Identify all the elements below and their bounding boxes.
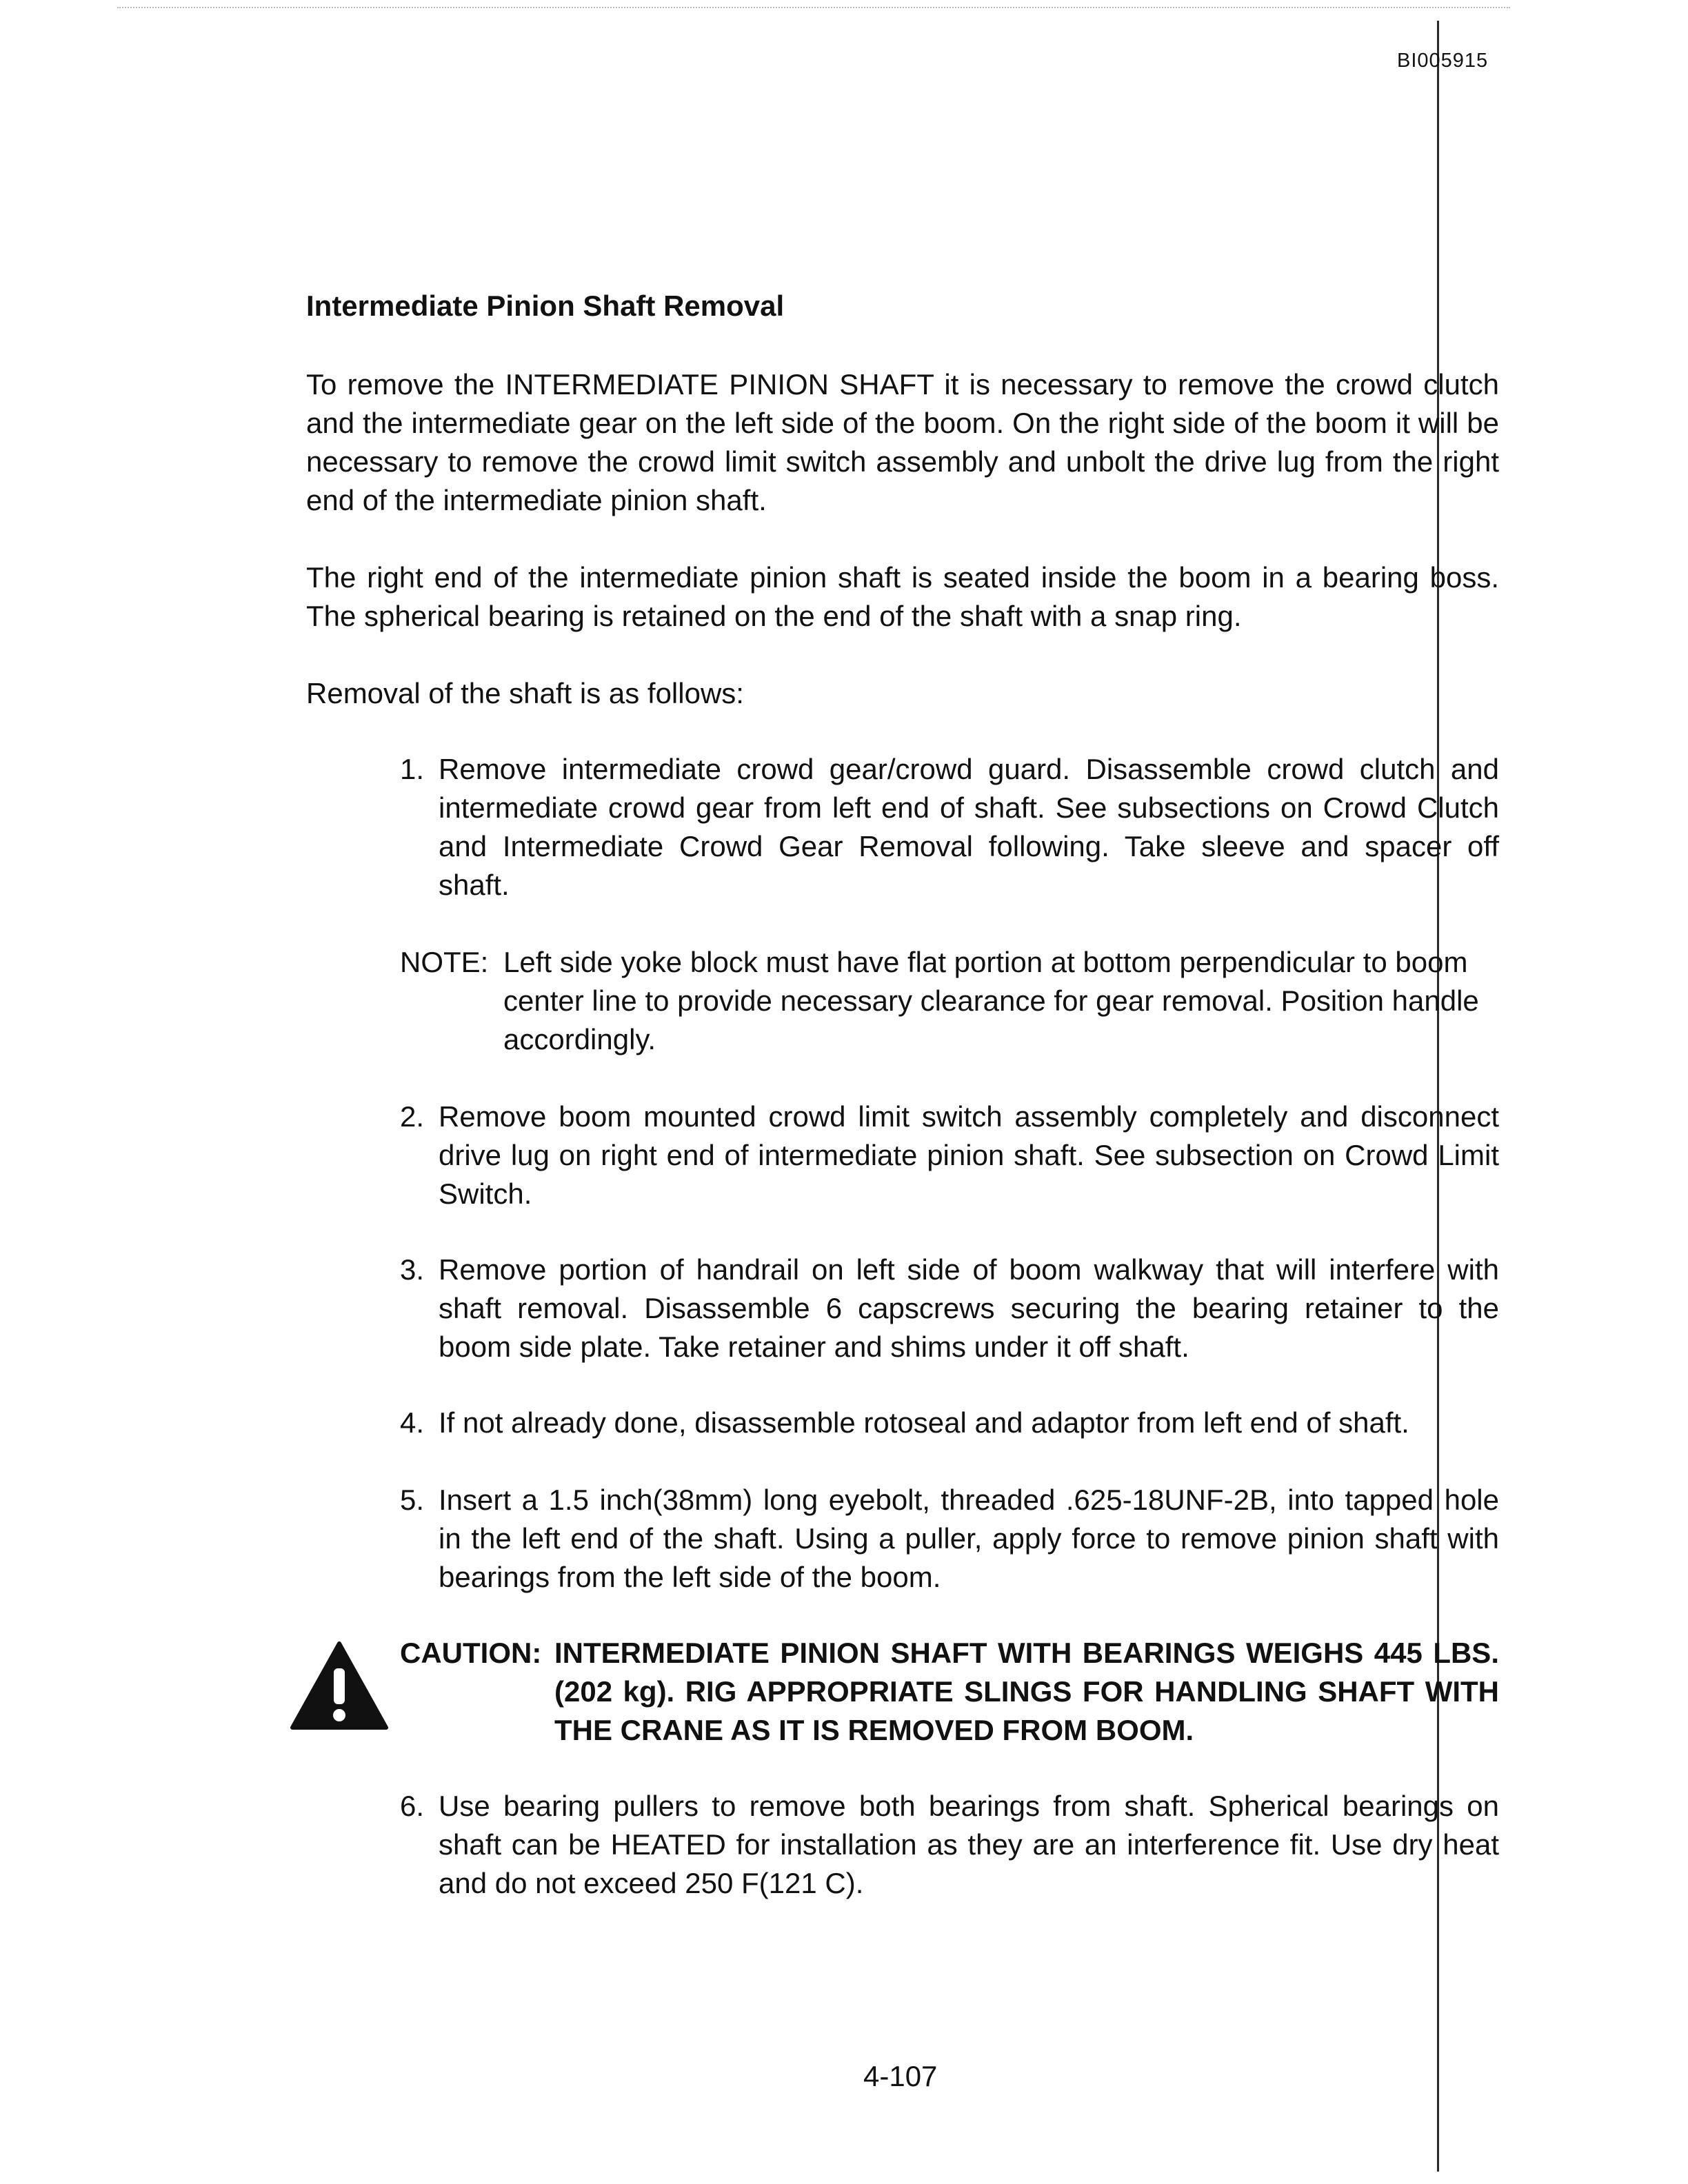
intro-paragraph: To remove the INTERMEDIATE PINION SHAFT it is necessary to remove the crowd clutch and the intermediate gear on the left side of the boom. On the right side of the boom it will be necessary to remove the crowd limit switch assembly and unbolt the drive lug from the right end of the intermediate pinion shaft. [306, 368, 1499, 516]
step-number: 1. [400, 753, 425, 785]
caution-label: CAUTION: [400, 1637, 542, 1669]
note-text: Left side yoke block must have flat portion at bottom perpendicular to boom center line to provide necessary clearance for gear removal. Position handle accordingly. [503, 946, 1479, 1055]
step-3 [400, 1251, 1499, 1366]
step-1 [400, 750, 1499, 904]
scan-noise-line [117, 7, 1510, 8]
step-number: 3. [400, 1253, 425, 1286]
step-4 [400, 1404, 1499, 1442]
note-label: NOTE: [400, 946, 489, 978]
step-text: If not already done, disassemble rotoseal and adaptor from left end of shaft. [439, 1406, 1409, 1439]
removal-intro: Removal of the shaft is as follows: [306, 677, 744, 709]
step-6 [400, 1787, 1499, 1903]
step-number: 5. [400, 1484, 425, 1516]
section-heading: Intermediate Pinion Shaft Removal [306, 290, 785, 322]
caution-text: INTERMEDIATE PINION SHAFT WITH BEARINGS WEIGHS 445 LBS.(202 kg). RIG APPROPRIATE SLINGS FOR HANDLING SHAFT WITH THE CRANE AS IT IS REMOVED FROM BOOM. [554, 1637, 1499, 1746]
note-block [400, 943, 1499, 1059]
step-5 [400, 1481, 1499, 1597]
step-number: 2. [400, 1100, 425, 1133]
step-text: Remove boom mounted crowd limit switch assembly completely and disconnect drive lug on right end of intermediate pinion shaft. See subsection on Crowd Limit Switch. [439, 1100, 1499, 1210]
step-2 [400, 1098, 1499, 1213]
step-number: 6. [400, 1790, 425, 1822]
caution-block [400, 1634, 1499, 1750]
document-id: BI005915 [1397, 50, 1489, 72]
warning-triangle-icon [290, 1641, 389, 1732]
step-text: Use bearing pullers to remove both bearings from shaft. Spherical bearings on shaft can be HEATED for installation as they are an interference fit. Use dry heat and do not exceed 250 F(121 C). [439, 1790, 1499, 1899]
bearing-paragraph: The right end of the intermediate pinion shaft is seated inside the boom in a bearing boss. The spherical bearing is retained on the end of the shaft with a snap ring. [306, 561, 1499, 632]
step-number: 4. [400, 1406, 425, 1439]
page-number: 4-107 [863, 2060, 938, 2092]
step-text: Remove intermediate crowd gear/crowd guard. Disassemble crowd clutch and intermediate crowd gear from left end of shaft. See subsections on Crowd Clutch and Intermediate Crowd Gear Removal following. Take sleeve and spacer off shaft. [439, 753, 1499, 901]
step-text: Remove portion of handrail on left side of boom walkway that will interfere with shaft removal. Disassemble 6 capscrews securing the bearing retainer to the boom side plate. Take retainer and shims under it off shaft. [439, 1253, 1499, 1363]
step-text: Insert a 1.5 inch(38mm) long eyebolt, threaded .625-18UNF-2B, into tapped hole in the left end of the shaft. Using a puller, apply force to remove pinion shaft with bearings from the left side of the boom. [439, 1484, 1499, 1593]
